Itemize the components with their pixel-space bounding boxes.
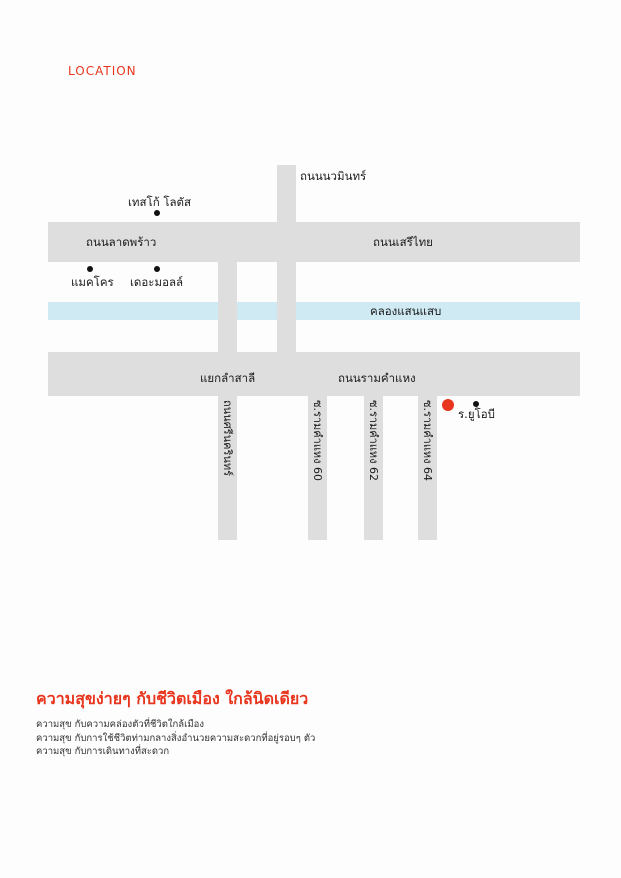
label-mall: เดอะมอลล์	[130, 275, 184, 289]
marker-mall-icon	[154, 266, 160, 272]
marker-tesco-icon	[154, 210, 160, 216]
footer-headline: ความสุขง่ายๆ กับชีวิตเมือง ใกล้นิดเดียว	[36, 689, 309, 708]
footer-line: ความสุข กับการใช้ชีวิตท่ามกลางสิ่งอำนวยความสะดวกที่อยู่รอบๆ ตัว	[36, 732, 316, 744]
road-navamin	[277, 165, 296, 352]
project-location-marker-icon	[442, 399, 454, 411]
page-title: LOCATION	[68, 64, 137, 78]
label-tesco: เทสโก้ โลตัส	[128, 195, 192, 209]
label-ramkhamhaeng: ถนนรามคำแหง	[338, 371, 416, 385]
label-soi-62: ซ.รามคำแหง 62	[367, 400, 380, 482]
label-junction: แยกลำสาลี	[200, 371, 256, 385]
label-serithai: ถนนเสรีไทย	[373, 235, 433, 249]
label-uob: ร.ยูโอบี	[458, 407, 495, 421]
footer-text	[36, 718, 315, 759]
label-ladprao: ถนนลาดพร้าว	[86, 235, 157, 249]
label-makro: แมคโคร	[71, 275, 114, 289]
label-srinakarin: ถนนศรีนครินทร์	[221, 400, 234, 477]
label-navamin: ถนนนวมินทร์	[300, 169, 367, 183]
marker-makro-icon	[87, 266, 93, 272]
label-soi-60: ซ.รามคำแหง 60	[311, 400, 324, 482]
footer-line: ความสุข กับการเดินทางที่สะดวก	[36, 746, 170, 757]
canal-saen-saep	[48, 302, 580, 320]
footer-line: ความสุข กับความคล่องตัวที่ชีวิตใกล้เมือง	[36, 719, 204, 730]
label-canal: คลองแสนแสบ	[370, 304, 442, 318]
road-ramkhamhaeng	[48, 352, 580, 396]
label-soi-64: ซ.รามคำแหง 64	[421, 400, 434, 482]
